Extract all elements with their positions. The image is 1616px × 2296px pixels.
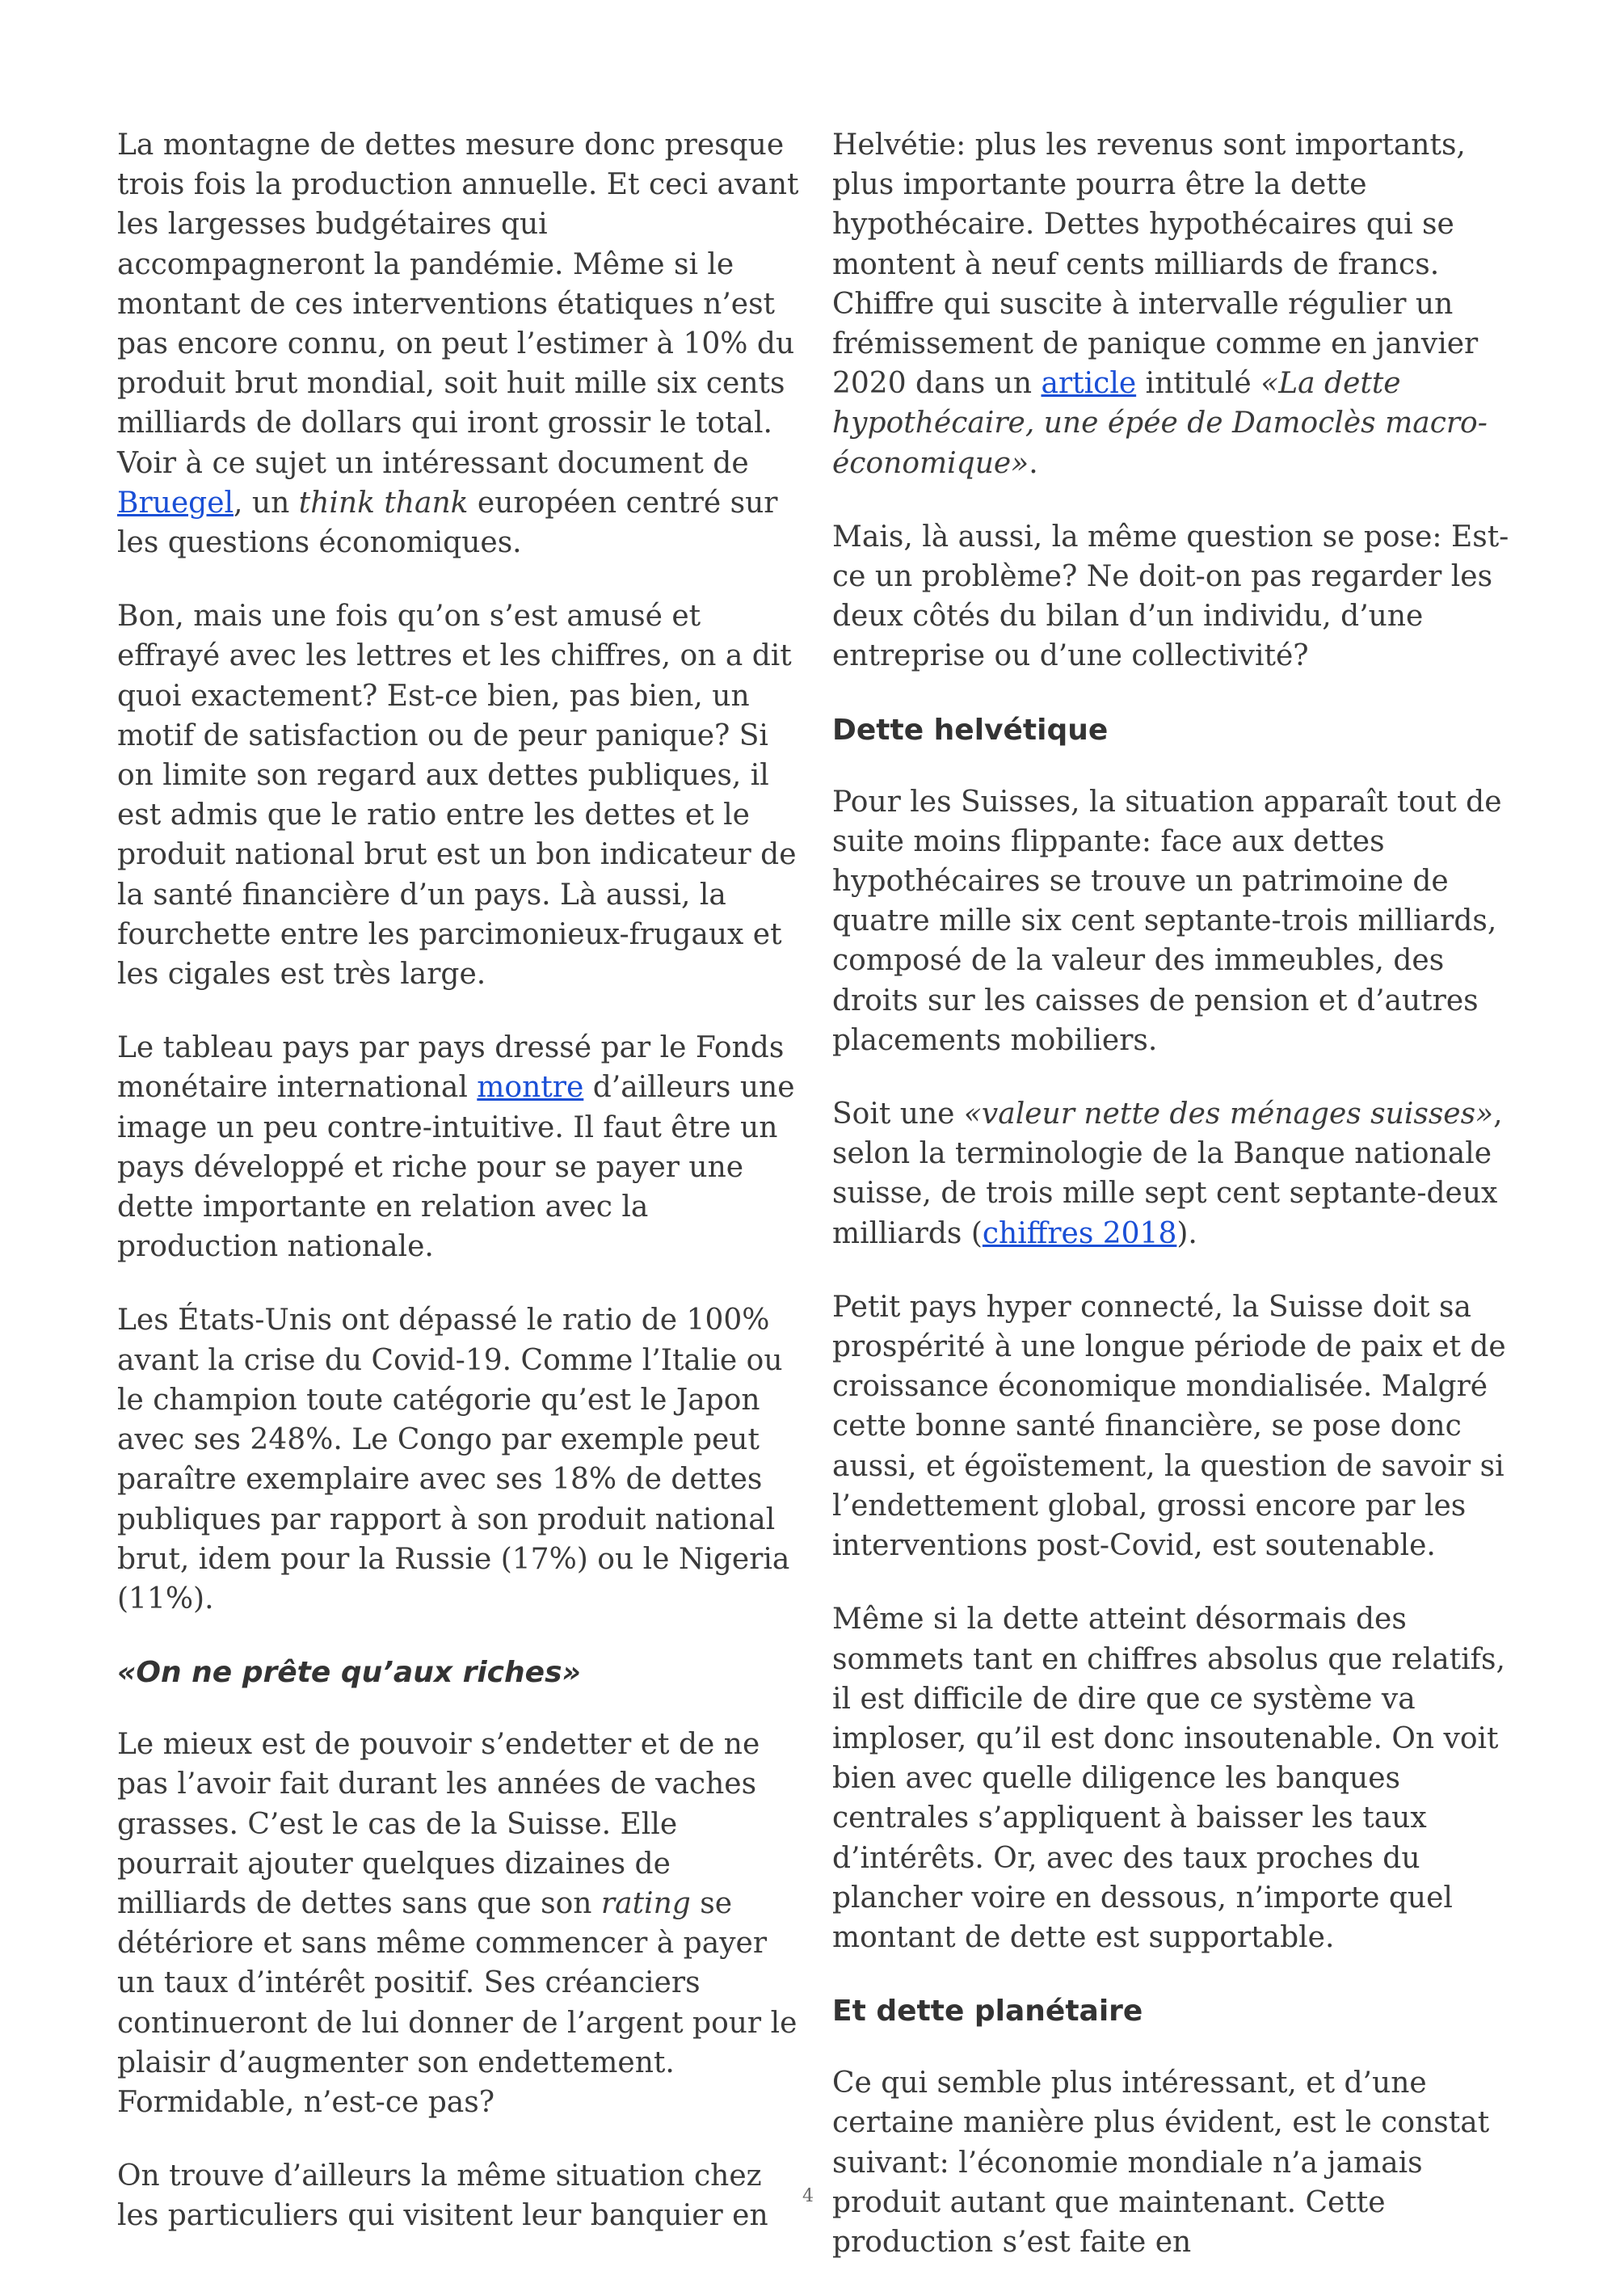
paragraph: Pour les Suisses, la situation apparaît tout de suite moins flippante: face aux dettes hypothécaires se trouve un patrimoine de quatre mille six cent septante-trois milliards, composé de la valeur des immeubles, des droits sur les caisses de pension et d’autres placements mobiliers.	[832, 785, 1502, 1057]
text: se détériore et sans même commencer à payer un taux d’intérêt positif. Ses créanciers continueront de lui donner de l’argent pour le plaisir d’augmenter son endettement. Formidable, n’est-ce pas?	[117, 1886, 797, 2119]
paragraph: On trouve d’ailleurs la même situation chez les particuliers qui visitent leur banquier en	[117, 2159, 768, 2233]
paragraph: Les États-Unis ont dépassé le ratio de 100% avant la crise du Covid-19. Comme l’Italie ou le champion toute catégorie qu’est le Japon avec ses 248%. Le Congo par exemple peut paraître exemplaire avec ses 18% de dettes publiques par rapport à son produit national brut, idem pour la Russie (17%) ou le Nigeria (11%).	[117, 1304, 790, 1616]
emphasis: rating	[600, 1886, 691, 1920]
paragraph	[117, 1725, 800, 2122]
chiffres-2018-link[interactable]: chiffres 2018	[982, 1216, 1177, 1250]
bruegel-link[interactable]: Bruegel	[117, 486, 234, 520]
paragraph: Ce qui semble plus intéressant, et d’une certaine manière plus évident, est le constat suivant: l’économie mondiale n’a jamais produit autant que maintenant. Cette production s’est faite en	[832, 2066, 1490, 2259]
section-heading: Dette helvétique	[832, 713, 1109, 747]
paragraph	[117, 1028, 800, 1266]
paragraph	[832, 125, 1519, 483]
text: intitulé	[1136, 367, 1261, 401]
paragraph	[832, 1094, 1519, 1253]
paragraph: Bon, mais une fois qu’on s’est amusé et effrayé avec les lettres et les chiffres, on a dit quoi exactement? Est-ce bien, pas bien, un motif de satisfaction ou de peur panique? Si on limite son regard aux dettes publiques, il est admis que le ratio entre les dettes et le produit national brut est un bon indicateur de la santé financière d’un pays. Là aussi, la fourchette entre les parcimonieux-frugaux et les cigales est très large.	[117, 600, 797, 992]
section-heading: «On ne prête qu’aux riches»	[117, 1656, 581, 1690]
emphasis: «La dette hypothécaire, une épée de Damoclès macro-économique»	[832, 367, 1488, 480]
paragraph: Petit pays hyper connecté, la Suisse doit sa prospérité à une longue période de paix et de croissance économique mondialisée. Malgré cette bonne santé financière, se pose donc aussi, et égoïstement, la question de savoir si l’endettement global, grossi encore par les interventions post-Covid, est soutenable.	[832, 1290, 1506, 1563]
text: ).	[1176, 1216, 1197, 1250]
right-column	[832, 125, 1519, 2296]
paragraph: Même si la dette atteint désormais des sommets tant en chiffres absolus que relatifs, il est difficile de dire que ce système va imploser, qu’il est donc insoutenable. On voit bien avec quelle diligence les banques centrales s’appliquent à baisser les taux d’intérêts. Or, avec des taux proches du plancher voire en dessous, n’importe quel montant de dette est supportable.	[832, 1603, 1505, 1954]
text: , selon la terminologie de la Banque nationale suisse, de trois mille sept cent septante-deux milliards (	[832, 1097, 1503, 1250]
text: , un	[234, 486, 299, 520]
paragraph: Mais, là aussi, la même question se pose: Est-ce un problème? Ne doit-on pas regarder les deux côtés du bilan d’un individu, d’une entreprise ou d’une collectivité?	[832, 520, 1509, 673]
emphasis: think thank	[298, 486, 469, 520]
article-link[interactable]: article	[1041, 367, 1137, 401]
text: Helvétie: plus les revenus sont importants, plus importante pourra être la dette hypothécaire. Dettes hypothécaires qui se montent à neuf cents milliards de francs. Chiffre qui suscite à intervalle régulier un frémissement de panique comme en janvier 2020 dans un	[832, 128, 1479, 401]
text: Le tableau pays par pays dressé par le Fonds monétaire international	[117, 1031, 785, 1105]
text: La montagne de dettes mesure donc presque trois fois la production annuelle. Et ceci avant les largesses budgétaires qui accompagneront la pandémie. Même si le montant de ces interventions étatiques n’est pas encore connu, on peut l’estimer à 10% du produit brut mondial, soit huit mille six cents milliards de dollars qui iront grossir le total. Voir à ce sujet un intéressant document de	[117, 128, 799, 480]
text: Soit une	[832, 1097, 964, 1131]
page-number: 4	[802, 2186, 814, 2206]
left-column	[117, 125, 800, 2270]
text: européen centré sur les questions économiques.	[117, 486, 778, 560]
emphasis: «valeur nette des ménages suisses»	[963, 1097, 1494, 1131]
paragraph	[117, 125, 800, 562]
text: .	[1029, 446, 1038, 480]
text: d’ailleurs une image un peu contre-intuitive. Il faut être un pays développé et riche pour se payer une dette importante en relation avec la production nationale.	[117, 1071, 795, 1264]
section-heading: Et dette planétaire	[832, 1995, 1143, 2028]
montre-link[interactable]: montre	[477, 1071, 584, 1105]
text: Le mieux est de pouvoir s’endetter et de ne pas l’avoir fait durant les années de vaches grasses. C’est le cas de la Suisse. Elle pourrait ajouter quelques dizaines de milliards de dettes sans que son	[117, 1728, 760, 1920]
